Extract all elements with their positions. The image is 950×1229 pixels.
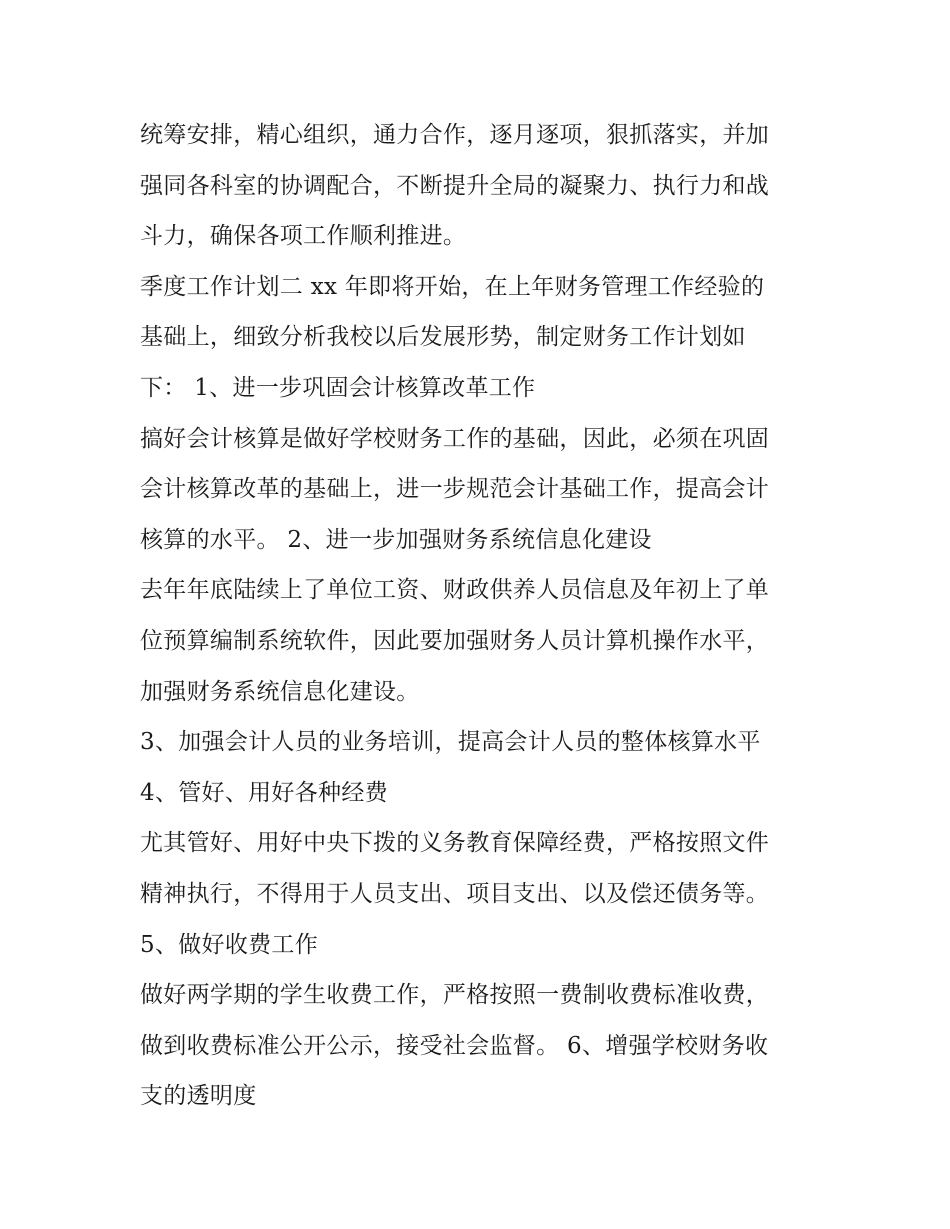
list-item-manage-funds <box>140 768 830 819</box>
paragraph-accounting-reform <box>140 414 830 566</box>
text-line: 5、做好收费工作 <box>140 931 319 958</box>
text-line: 核算的水平。 2、进一步加强财务系统信息化建设 <box>140 526 652 553</box>
paragraph-compulsory-education-funds <box>140 818 830 919</box>
text-line: 4、管好、用好各种经费 <box>140 779 388 806</box>
text-line: 基础上，细致分析我校以后发展形势，制定财务工作计划如 <box>140 324 746 351</box>
text-line: 季度工作计划二 xx 年即将开始，在上年财务管理工作经验的 <box>140 273 765 300</box>
text-line: 3、加强会计人员的业务培训，提高会计人员的整体核算水平 <box>140 729 761 756</box>
text-line: 精神执行，不得用于人员支出、项目支出、以及偿还债务等。 <box>140 880 770 907</box>
text-line: 做到收费标准公开公示，接受社会监督。 6、增强学校财务收 <box>140 1032 769 1059</box>
text-line: 去年年底陆续上了单位工资、财政供养人员信息及年初上了单 <box>140 577 770 604</box>
paragraph-quarterly-plan-intro <box>140 262 830 414</box>
list-item-fee-collection <box>140 920 830 971</box>
text-line: 搞好会计核算是做好学校财务工作的基础，因此，必须在巩固 <box>140 425 770 452</box>
text-line: 斗力，确保各项工作顺利推进。 <box>140 223 467 250</box>
text-line: 做好两学期的学生收费工作，严格按照一费制收费标准收费， <box>140 982 770 1009</box>
text-line: 支的透明度 <box>140 1083 257 1110</box>
text-line: 下： 1、进一步巩固会计核算改革工作 <box>140 374 536 401</box>
paragraph-fee-transparency <box>140 970 830 1122</box>
text-line: 强同各科室的协调配合，不断提升全局的凝聚力、执行力和战 <box>140 172 770 199</box>
document-body <box>140 110 830 1122</box>
text-line: 尤其管好、用好中央下拨的义务教育保障经费，严格按照文件 <box>140 830 770 857</box>
text-line: 位预算编制系统软件，因此要加强财务人员计算机操作水平， <box>140 627 770 654</box>
paragraph-informatization <box>140 565 830 717</box>
text-line: 加强财务系统信息化建设。 <box>140 678 420 705</box>
text-line: 会计核算改革的基础上，进一步规范会计基础工作，提高会计 <box>140 476 770 503</box>
list-item-staff-training <box>140 717 830 768</box>
paragraph-overall-arrangement <box>140 110 830 262</box>
text-line: 统筹安排，精心组织，通力合作，逐月逐项，狠抓落实，并加 <box>140 122 770 148</box>
